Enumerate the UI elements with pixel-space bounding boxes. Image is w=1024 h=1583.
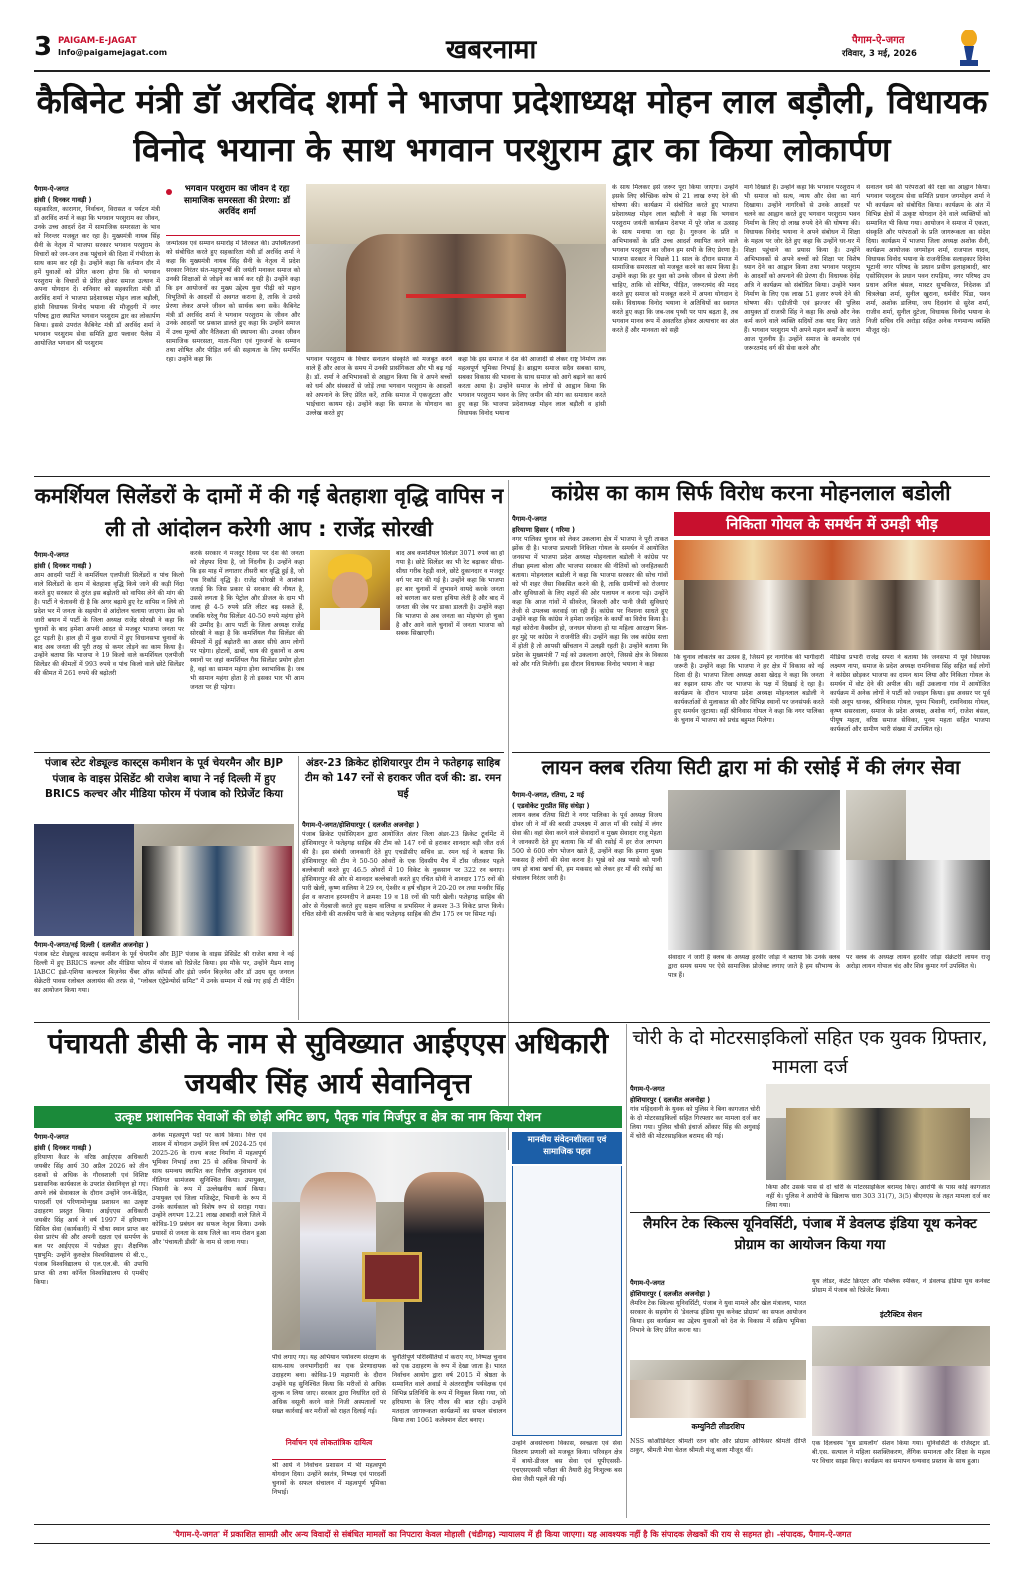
story8-headline: चोरी के दो मोटरसाइकिलों सहित एक युवक ग्रिफ्तार, मामला दर्ज	[632, 1027, 988, 1078]
story4-body-block	[34, 940, 294, 1020]
story9-photo-2	[812, 1326, 990, 1436]
story9-photo-1	[630, 1360, 806, 1418]
story9-dateline: पैगाम-ऐ-जगत	[630, 1279, 665, 1287]
story5-body-block	[302, 820, 504, 1020]
story6-text-1: लायन क्लब रतिया सिटी ने नगर पालिका के पूर्व अध्यक्ष विजय ग्रोवर जी ने माँ की बरसी उपलक्ष्य में आज माँ की रसोई में लंगर सेवा की। वहां सेवा करने वाले सेवादारों व मुख्य सेवादार राजू मेहता ने जानकारी देते हुए बताया कि माँ की रसोई में हर रोज लगभग 500 से 600 लोग भोजन खाते हैं, उन्होंने कहा कि हमारा मुख्य मकसद है लोगों की सेवा करना है। भूखे को अन्न प्यासे को पानी जय हो बाबा खर्चा की, हम मकसद को लेकर हर माँ की रसोई का संचालन निरंतर जारी है।	[512, 812, 662, 882]
story9-subhead-2-box	[812, 1310, 990, 1324]
story1-text-7: सनातन धर्म की परंपराओं की रक्षा का आह्वान किया। भगवान परशुराम सेवा समिति प्रधान जगमोहन शर्मा ने भी कार्यक्रम को संबोधित किया। कार्यक्रम के अंत में विभिन्न क्षेत्रों में उत्कृष्ट योगदान देने वाले व्यक्तियों को सम्मानित भी किया गया। आयोजन ने समाज में एकता, संस्कृति और परंपराओं के प्रति जागरूकता का संदेश दिया। कार्यक्रम में भाजपा जिला अध्यक्ष अशोक सैनी, कार्यक्रम आयोजक जगमोहन शर्मा, राजपाल यादव, विधायक विनोद भयाना के राजनीतिक सलाहकार दिनेश भूटानी नगर परिषद के प्रधान प्रवीण इलाहाबादी, बार एसोसिएशन के प्रधान पवन रापड़िया, नगर परिषद उप प्रधान अनिल बंसल, मास्टर सुभकिरत, निदेशक डॉ चित्रलेखा शर्मा, सुनील खुराना, धर्मवीर पिंडा, पवन शर्मा, अशोक डालिया, जय दिदवांग से सुरेश शर्मा, राजीव शर्मा, सुनील दुटेजा, विधायक विनोद भयाना के निजी सचिव रवि अरोड़ा सहित अनेक गणमान्य व्यक्ति मौजूद रहे।	[866, 184, 990, 334]
story8-place: होशियारपुर ( दलजीत अजनोहा )	[630, 1096, 711, 1104]
story7-subhead: निर्वाचन एवं लोकतांत्रिक दायित्व	[285, 1438, 373, 1447]
story9-text-1b: NSS कोऑर्डिनेटर श्रीमती रतन कौर और प्रोग्राम ऑफिसर श्रीमती दीप्ति ठाकुर, श्रीमती मेघा चेतल श्रीमती मंजू बाला मौजूद थीं।	[630, 1438, 806, 1454]
header-rule	[34, 70, 990, 72]
story7-headline: पंचायती डीसी के नाम से सुविख्यात आईएएस अधिकारी जयबीर सिंह आर्य सेवानिवृत्त	[47, 1027, 609, 1100]
story9-subhead-1-box	[630, 1422, 806, 1436]
story3-subheadline: निकिता गोयल के समर्थन में उमड़ी भीड़	[674, 512, 990, 536]
story2-text-3: बाद अब कमर्शियल सिलेंडर 3071 रुपये का हो गया है। छोटे सिलेंडर का भी रेट बढ़ाकर सीधा-सीधा गरीब रेहड़ी वाले, छोटे दुकानदार व मजदूर वर्ग पर मार की गई है। उन्होंने कहा कि भाजपा हर बार चुनावों में लुभावने वायदे करके जनता को बरगला कर सत्ता हथिया लेती है और बाद में जनता की जेब पर डाका डालती है। उन्होंने कहा कि भाजपा से अब जनता का मोहभंग हो चुका है और आने वाले चुनावों में जनता भाजपा को सबक सिखाएगी।	[396, 550, 504, 638]
story7-col1	[34, 1132, 148, 1518]
story6-text-2: सेवादार ने जारी है क्लब के अध्यक्ष हरवीर जोड़ा ने बताया कि उनके क्लब द्वारा समय समय पर ऐसे सामाजिक प्रोजेक्ट लगाए जाते है हम सौभाग्य के पात्र हैं।	[668, 954, 840, 979]
masthead-name: पैगाम-ऐ-जगत	[852, 35, 905, 46]
story1-text-4: कहा कि इस समाज ने देश की आजादी से लेकर राष्ट्र निर्माण तक महत्वपूर्ण भूमिका निभाई है। ब्राह्मण समाज सदैव सबका साथ, सबका विकास की भावना के साथ समाज को आगे बढ़ाने का कार्य करता आया है। उन्होंने समाज के लोगों से आह्वान किया कि भगवान परशुराम भवन के लिए जमीन की मांग का समाधान करते हुए कहा कि भाजपा प्रदेशाध्यक्ष मोहन लाल बड़ौली व हांसी विधायक विनोद भयाना	[458, 356, 606, 417]
story9-subhead-1: कम्युनिटी लीडरशिप	[691, 1422, 745, 1431]
story6-col1	[512, 790, 662, 1018]
story2-text-2: करके सरकार ने मजदूर दिवस पर देश की जनता को तोहफा दिया है, जो निंदनीय है। उन्होंने कहा कि इस माह में लगातार तीसरी बार वृद्धि हुई है, जो एक रिकॉर्ड वृद्धि है। राजेंद्र सोरखी ने आशंका जताई कि जिस प्रकार से सरकार की नीयत है, उससे लगता है कि पेट्रोल और डीजल के दाम भी जल्द ही 4-5 रुपये प्रति लीटर बढ़ सकते हैं, जबकि घरेलू गैस सिलेंडर 40-50 रुपये महंगा होने की उम्मीद है। आप पार्टी के जिला अध्यक्ष राजेंद्र सोरखी ने कहा है कि कमर्शियल गैस सिलेंडर की कीमतों में हुई बढ़ोतरी का असर सीधे आम लोगों पर पड़ेगा। होटलों, ढाबों, चाय की दुकानों व अन्य स्थानों पर जहां कमर्शियल गैस सिलेंडर प्रयोग होता है, वहां का सामान महंगा होना स्वाभाविक है। जब भी सामान महंगा होता है तो इसका भार भी आम जनता पर ही पड़ेगा।	[190, 550, 304, 692]
story6-text-3: पर क्लब के अध्यक्ष लायन हरवीर जोड़ा सेक्रेटरी लायन राजू अरोड़ा लायन गोपाल चंद और शिव कुमार गर्ग उपस्थित थे।	[846, 954, 990, 970]
story9-place: होशियारपुर ( दलजीत अजनोहा )	[630, 1290, 711, 1298]
column-divider-3	[626, 1024, 627, 1518]
story7-text-4: चुनौतीपूर्ण परिस्थितियों में कराए गए, निष्पक्ष चुनाव को एक उदाहरण के रूप में देखा जाता है। भारत निर्वाचन आयोग द्वारा वर्ष 2015 में श्रेष्ठता के सम्मानित वाले अवार्ड मे अंतरराष्ट्रीय पर्यवेक्षक एवं विभिन्न प्रतिनिधि के रूप में नियुक्त किया गया, जो हरियाणा के लिए गौरव की बात रही। उन्होंने मतदाता जागरूकता कार्यक्रमों का सफल संचालन किया तथा 1061 कलेक्शन सेंटर बनाए।	[392, 1354, 506, 1424]
story7-dateline: पैगाम-ऐ-जगत	[34, 1133, 69, 1141]
story1-text-1: सहकारिता, कारागार, निर्वाचन, विरासत व पर्यटन मंत्री डॉ अरविंद शर्मा ने कहा कि भगवान परशुराम का जीवन, उनके उच्च आदर्श देश में सामाजिक समरसता के भाव को निरन्तर मजबूत कर रहा है। मुख्यमंत्री नायब सिंह सैनी के नेतृत्व में भाजपा सरकार भगवान परशुराम के विचारों को जन-जन तक पहुंचाने की दिशा में गंभीरता के साथ काम कर रही है। उन्होंने कहा कि वर्तमान दौर में हमें युवाओं को प्रेरित करना होगा कि वो भगवान परशुराम के विचारों से प्रेरित होकर समाज उत्थान में अपना योगदान दें। शनिवार को सहकारिता मंत्री डॉ अरविंद शर्मा ने भाजपा प्रदेशाध्यक्ष मोहन लाल बड़ौली, हांसी विधायक विनोद भयाना की मौजूदगी में नगर परिषद द्वारा स्थापित भगवान परशुराम द्वार का लोकार्पण किया। इससे उपरांत कैबिनेट मंत्री डॉ अरविंद शर्मा ने भगवान परशुराम सेवा समिति द्वारा फ्लावर पैलेस में आयोजित भगवान श्री परशुराम	[34, 206, 160, 348]
issue-date: रविवार, 3 मई, 2026	[842, 49, 917, 59]
section-title: खबरनामा	[446, 35, 537, 65]
story7-photo	[272, 1132, 506, 1350]
story6-photo-left	[668, 790, 840, 950]
story7-text-3: पौधे लगाए गए। यह अभियान पर्यावरण संरक्षण के साथ-साथ जनभागीदारी का एक प्रेरणादायक उदाहरण बना। कोविड-19 महामारी के दौरान उन्होंने यह सुनिश्चित किया कि मरीजों से अधिक शुल्क न लिया जाए। सरकार द्वारा निर्धारित दरों से अधिक वसूली करने वाले निजी अस्पतालों पर सख्त कार्रवाई कर मरीजों को राहत दिलाई गई।	[272, 1354, 386, 1415]
story3-text-1: नगर पालिका चुनाव को लेकर उकलाना क्षेत्र में भाजपा ने पूरी ताकत झोंक दी है। भाजपा प्रत्याशी निकिता गोयल के समर्थन में आयोजित जनसभा में भाजपा प्रदेश अध्यक्ष मोहनलाल बडोली ने कांग्रेस पर तीखा हमला बोला और भाजपा सरकार की नीतियों को जनहितकारी बताया। मोहनलाल बडोली ने कहा कि भाजपा सरकार की सोच गांवों को भी शहर जैसा विकसित करने की है, ताकि ग्रामीणों को रोजगार और सुविधाओं के लिए शहरों की ओर पलायन न करना पड़े। उन्होंने कहा कि आज गांवों में सीवरेज, बिजली और पानी जैसी सुविधाएं तेजी से उपलब्ध करवाई जा रही हैं। कांग्रेस पर निशाना साधते हुए उन्होंने कहा कि कांग्रेस ने हमेशा जनहित के कार्यों का विरोध किया है। यहां कोरोना वैक्सीन हो, जनधन योजना हो या महिला आरक्षण बिल-हर मुद्दे पर कांग्रेस ने राजनीति की। उन्होंने कहा कि जब कांग्रेस सत्ता में होती है तो आपसी खींचतान में उलझी रहती है। उन्होंने बताया कि प्रदेश के मुख्यमंत्री 7 मई को उकलाना आएंगे, जिससे क्षेत्र के विकास को और गति मिलेगी। इस दौरान विधायक विनोद भयाना ने कहा	[512, 536, 668, 669]
torch-logo-icon	[952, 30, 986, 68]
story8-rule	[630, 1212, 990, 1213]
story9-text-2b: एक दिलचस्प 'यूथ डायलॉग' सेशन किया गया। यूनिवर्सिटी के रजिस्ट्रार डॉ. बी.एस. सत्याल ने महिला सशक्तिकरण, लैंगिक समानता और शिक्षा के महत्व पर विचार साझा किए। कार्यक्रम का समापन धन्यवाद प्रस्ताव के साथ हुआ।	[812, 1440, 990, 1465]
story1-dateline: पैगाम-ऐ-जगत	[34, 185, 69, 193]
story7-subhead-box	[272, 1438, 386, 1460]
story1-text-2: जन्मोत्सव एवं सम्मान समारोह में शिरकत की। उपस्थितजनों को संबोधित करते हुए सहकारिता मंत्री डॉ अरविंद शर्मा ने कहा कि मुख्यमंत्री नायब सिंह सैनी के नेतृत्व में प्रदेश सरकार निरंतर संत-महापुरुषों की जयंती मनाकर समाज को उनकी शिक्षाओं से जोड़ने का कार्य कर रही है। उन्होंने कहा कि इन आयोजनों का मुख्य उद्देश्य युवा पीढ़ी को महान विभूतियों के आदर्शों से अवगत कराना है, ताकि वे उनसे प्रेरणा लेकर अपने जीवन को सार्थक बना सकें। कैबिनेट मंत्री डॉ अरविंद शर्मा ने भगवान परशुराम के जीवन और उनके आदर्शों पर प्रकाश डालते हुए कहा कि उन्होंने समाज में उच्च मूल्यों और नैतिकता की स्थापना की। उनका जीवन सामाजिक समरसता, माता-पिता एवं गुरुजनों के सम्मान तथा शोषित और पीड़ित वर्ग की सहायता के लिए समर्पित रहा। उन्होंने कहा कि	[166, 240, 300, 364]
footer-bar	[34, 1524, 990, 1544]
page-header	[34, 30, 990, 70]
story2-col1	[34, 550, 184, 750]
story1-headline: कैबिनेट मंत्री डॉ अरविंद शर्मा ने भाजपा प्रदेशाध्यक्ष मोहन लाल बड़ौली, विधायक विनोद भयाना के साथ भगवान परशुराम द्वार का किया लोकार्पण	[36, 82, 988, 169]
story3-rule	[512, 752, 990, 753]
story5-text: पंजाब क्रिकेट एसोसिएशन द्वारा आयोजित अंतर जिला अंडर-23 क्रिकेट टूर्नामेंट में होशियारपुर ने फतेहगढ़ साहिब की टीम को 147 रनों से हराकर शानदार बड़ी जीत दर्ज की है। इस संबंधी जानकारी देते हुए एचडीसीए सचिव डा. रमन घई ने बताया कि होशियारपुर की टीम ने 50-50 ओवरों के एक दिवसीय मैच में टॉस जीतकर पहले बल्लेबाजी करते हुए 46.5 ओवरों में 10 विकेट के नुकसान पर 322 रन बनाए। होशियारपुर की ओर से शानदार बल्लेबाजी करते हुए रचित सोनी ने शानदार 175 रनों की पारी खेली, कृष्ण वालिया ने 29 रन, ऐश्वीर व हर्ष चौहान ने 20-20 रन तथा मनवीर सिंह ईश व कप्तान हरमनदीप ने क्रमशः 19 व 18 रनों की पारी खेली। फतेहगढ़ साहिब की ओर से गेंदबाजी करते हुए सक्षम वालिया व प्रभसिमर ने क्रमशः 3-3 विकेट प्राप्त किये। रचित सोनी की शतकीय पारी के बाद फतेहगढ़ साहिब की टीम 175 रन पर सिमट गई।	[302, 831, 504, 919]
brand-name: PAIGAM-E-JAGAT	[58, 36, 137, 46]
story3-col1	[512, 514, 668, 750]
highlight-bullet-icon	[166, 189, 172, 195]
story7-banner: उत्कृष्ट प्रशासनिक सेवाओं की छोड़ी अमिट छाप, पैतृक गांव मिर्जपुर व क्षेत्र का नाम किया रोशन	[34, 1106, 622, 1128]
footer-disclaimer: 'पैगाम-ऐ-जगत' में प्रकाशित सामग्री और अन्य विवादों से संबंधित मामलों का निपटारा केवल मोहाली (चंडीगढ़) न्यायालय में ही किया जाएगा। यह आवश्यक नहीं है कि संपादक लेखकों की राय से सहमत हो। -संपादक, पैगाम-ऐ-जगत	[172, 1529, 852, 1539]
story3-place: हरियाणा हिसार ( गरिमा )	[512, 526, 575, 534]
page-number: 3	[34, 32, 53, 62]
story8-text: गांव महिदवानी के युवक को पुलिस ने बिना कागजात चोरी के दो मोटरसाइकिलों सहित गिरफ्तार कर मामला दर्ज कर लिया गया। पुलिस चौकी इंचार्ज ओंकार सिंह की अगुवाई में चोरी की मोटरसाइकिल बरामद की गई।	[630, 1106, 760, 1140]
story7-side-box	[512, 1166, 622, 1436]
story2-text-1: आम आदमी पार्टी ने कमर्शियल एलपीजी सिलेंडरों व पांच किलो वाले सिलेंडरों के दाम में बेतहाशा वृद्धि किये जाने की कड़ी निंदा करते हुए सरकार से तुरंत इस बढ़ोतरी को वापिस लेने की मांग की है। पार्टी ने चेतावनी दी है कि अगर बढ़ाये हुए रेट वापिस न लिये तो प्रदेश भर में जनता के सहयोग से आंदोलन चलाया जाएगा। प्रेस को जारी बयान में पार्टी के जिला अध्यक्ष राजेंद्र सोरखी ने कहा कि चुनावों के बाद हमेशा अपनी आदत से मजबूर भाजपा जनता पर टूट पड़ती है। हाल ही में कुछ राज्यों में हुए विधानसभा चुनावों के बाद अब जनता की पूरी तरह से कमर तोड़ने का काम किया है। उन्होंने बताया कि भाजपा ने 19 किलो वाले कमर्शियल एलपीजी सिलेंडर की कीमतों में 993 रुपये व पांच किलो वाले छोटे सिलेंडर की कीमत में 261 रुपये की बढ़ोतरी	[34, 572, 184, 678]
story4-photo	[34, 824, 294, 936]
story1-highlight-box	[166, 184, 300, 236]
story3-text-2: कि चुनाव लोकतंत्र का उत्सव है, जिसमें हर नागरिक की भागीदारी जरूरी है। उन्होंने कहा कि भाजपा ने हर क्षेत्र में विकास को नई दिशा दी है। भाजपा जिला अध्यक्ष आशा खेदड़ ने कहा कि जनता का रुझान साफ तौर पर भाजपा के पक्ष में दिखाई दे रहा है। कार्यक्रम के दौरान भाजपा प्रदेश अध्यक्ष मोहनलाल बडोली ने कार्यकर्ताओं से मुलाकात की और विभिन्न स्थानों पर जनसंपर्क करते हुए समर्थन जुटाया। वहीं श्रीनिवास गोयल ने कहा कि नगर पालिका के चुनाव में भाजपा को प्रचंड बहुमत मिलेगा।	[674, 654, 824, 724]
story3-headline: कांग्रेस का काम सिर्फ विरोध करना मोहनलाल बडोली	[551, 481, 951, 505]
story8-dateline: पैगाम-ऐ-जगत	[630, 1085, 665, 1093]
story9-subhead-2: इंटरैक्टिव सेशन	[880, 1310, 922, 1319]
story3-text-3: मीडिया प्रभारी राजेंद्र सपरा ने बताया कि जनसभा में पूर्व विधायक लक्ष्मण नापा, समाज के प्रदेश अध्यक्ष रामनिवास सिंह सहित कई लोगों ने कांग्रेस छोड़कर भाजपा का दामन थाम लिया और निकिता गोयल के समर्थन में वोट देने की अपील की। वहीं उकलाना गांव में आयोजित कार्यक्रम में अनेक लोगों ने पार्टी को ज्वाइन किया। इस अवसर पर पूर्व मंत्री अनूप धानक, श्रीनिवास गोयल, पूनम भिवानी, रामनिवास गोयल, कृष्ण ससरवाला, समाज के प्रदेश अध्यक्ष, अशोक गर्ग, राजेश बंसल, पीयूष महता, वरिष्ठ समाज सेविका, पूनम महता सहित भाजपा कार्यकर्ता और ग्रामीण भारी संख्या में उपस्थित रहे।	[830, 654, 990, 733]
story6-headline: लायन क्लब रतिया सिटी द्वारा मां की रसोई में की लंगर सेवा	[541, 756, 961, 779]
story2-place: हांसी ( दिनकर गावड़ी )	[34, 562, 92, 570]
story3-photo	[674, 540, 990, 650]
story4-dateline: पैगाम-ऐ-जगत/नई दिल्ली ( दलजीत अजनोहा )	[34, 941, 149, 949]
story7-text-5: उन्होंने अवसंरचना विकास, स्वच्छता एवं सेवा वितरण प्रणाली को मजबूत किया। परिवहन क्षेत्र में बायो-डीजल बस सेवा एवं यूपीएससी-एचएसएससी परीक्षा की तैयारी हेतु निःशुल्क बस सेवा जैसी पहलें की गईं।	[512, 1440, 622, 1483]
story2-dateline: पैगाम-ऐ-जगत	[34, 551, 69, 559]
story2-rule	[34, 752, 504, 753]
story1-rule	[34, 476, 990, 477]
story2-headline: कमर्शियल सिलेंडरों के दामों में की गई बेतहाशा वृद्धि वापिस न ली तो आंदोलन करेगी आप : राजेंद्र सोरखी	[34, 484, 504, 541]
story9-headline: लैमरिन टेक स्किल्स यूनिवर्सिटी, पंजाब में डेवलप्ड इंडिया यूथ कनेक्ट प्रोग्राम का आयोजन किया गया	[643, 1216, 977, 1254]
story1-highlight-title: भगवान परशुराम का जीवन दे रहा सामाजिक समरसता की प्रेरणा: डॉ अरविंद शर्मा	[184, 184, 290, 218]
story1-text-6: मार्ग दिखाते हैं। उन्होंने कहा कि भगवान परशुराम ने भी समाज को सत्य, न्याय और सेवा का मार्ग दिखाया। उन्होंने नागरिकों से उनके आदर्शों पर चलने का आह्वान करते हुए भगवान परशुराम भवन निर्माण के लिए दो लाख रुपये देने की घोषणा की। विधायक विनोद भयाना ने अपने संबोधन में शिक्षा के महत्व पर जोर देते हुए कहा कि उन्होंने घर-घर में शिक्षा पहुंचाने का प्रयास किया है। उन्होंने अभिभावकों से अपने बच्चों को शिक्षा पर विशेष ध्यान देने का आह्वान किया तथा भगवान परशुराम के आदर्शों को अपनाने की प्रेरणा दी। विधायक देवेंद्र अत्रि ने कार्यक्रम को संबोधित किया। उन्होंने भवन निर्माण के लिए एक लाख 51 हजार रुपये देने की घोषणा की। एडीजीपी एवं झज्जर की पुलिस आयुक्त डॉ राजश्री सिंह ने कहा कि अच्छे और नेक कर्म करने वाले व्यक्ति सदियों तक याद किए जाते हैं। भगवान परशुराम भी अपने महान कर्मों के कारण आज पूजनीय हैं। उन्होंने समाज के कमजोर एवं जरूरतमंद वर्ग की सेवा करने और	[744, 184, 860, 352]
story7-text-3b: श्री आर्य ने निर्वाचन प्रशासन में भी महत्वपूर्ण योगदान दिया। उन्होंने स्वतंत्र, निष्पक्ष एवं पारदर्शी चुनावों के सफल संचालन में महत्वपूर्ण भूमिका निभाई।	[272, 1462, 386, 1496]
story7-text-2: अनेक महत्वपूर्ण पदों पर कार्य किया। वित्त एवं शासन में योगदान उन्होंने वित्त वर्ष 2024-25 एवं 2025-26 के राज्य बजट निर्माण में महत्वपूर्ण भूमिका निभाई तथा 25 से अधिक विभागों के साथ समन्वय स्थापित कर वित्तीय अनुशासन एवं नीतिगत सामंजस्य सुनिश्चित किया। उपायुक्त, भिवानी के रूप में उल्लेखनीय कार्य किया। उपायुक्त एवं जिला मजिस्ट्रेट, भिवानी के रूप में उनके कार्यकाल को विशेष रूप से सराहा गया। उन्होंने लगभग 12.21 लाख आबादी वाले जिले में कोविड-19 प्रबंधन का सफल नेतृत्व किया। उनके प्रयासों से जनता के साथ जिले का नाम रोशन हुआ और 'पंचायती डीसी' के नाम से जाना गया।	[152, 1132, 266, 1247]
story7-place: हांसी ( दिनकर गावड़ी )	[34, 1144, 92, 1152]
story1-col1	[34, 184, 160, 472]
story8-col1	[630, 1084, 760, 1210]
story1-text-5: के साथ मिलकर इसे जरूर पूरा किया जाएगा। उन्होंने इसके लिए स्वैच्छिक कोष से 21 लाख रुपए देने की घोषणा की। कार्यक्रम में संबोधित करते हुए भाजपा प्रदेशाध्यक्ष मोहन लाल बड़ौली ने कहा कि भगवान परशुराम जयंती कार्यक्रम देशभर में पूरे जोश व उत्साह के साथ मनाया जा रहा है। गुरुजन के प्रति व अभिभावकों के प्रति उच्च आदर्श स्थापित करने वाले भगवान परशुराम का जीवन हम सभी के लिए प्रेरणा है। भाजपा सरकार ने पिछले 11 साल के दौरान समाज में सामाजिक समरसता को मजबूत करने का काम किया है। उन्होंने कहा कि हर युवा को उनके जीवन से प्रेरणा लेनी चाहिए, ताकि वो शोषित, पीड़ित, जरूरतमंद की मदद करते हुए समाज को मजबूत करने में अपना योगदान दे सकें। विधायक विनोद भयाना ने अतिथियों का स्वागत करते हुए कहा कि जब-जब पृथ्वी पर पाप बढ़ता है, तब भगवान मानव रूप में अवतरित होकर अत्याचार का अंत करते हैं और मानवता को सही	[612, 184, 738, 334]
story6-dateline: पैगाम-ऐ-जगत, रतिया, 2 मई	[512, 791, 584, 799]
story5-dateline: पैगाम-ऐ-जगत/होशियारपुर ( दलजीत अजनोहा )	[302, 821, 420, 829]
story8-photo	[766, 1084, 990, 1180]
story4-text: पंजाब स्टेट शेड्यूल्ड कास्ट्स कमीशन के पूर्व चेयरमैन और BJP पंजाब के वाइस प्रेसिडेंट श्री राजेश बाघा ने नई दिल्ली में हुए BRICS कल्चर और मीडिया फोरम में पंजाब को रिप्रेजेंट किया। इस मौके पर, उन्होंने मैडम शालू IABCC इंडो-एशिया कल्चरल बिज़नेस चैंबर ऑफ़ कॉमर्स और इंडो जर्मन बिज़नेस और डॉ उदय सूद जनरल सेक्रेटरी पावस रलोबल अलायंस की तरफ़ से, "ग्लोबल एंट्रेप्रेन्योर्स समिट" में उनके सम्मान में रखे गए हाई टी मीटिंग का आयोजन किया गया।	[34, 951, 294, 994]
mid-rule	[34, 1022, 990, 1023]
story5-headline: अंडर-23 क्रिकेट होशियारपुर टीम ने फतेहगढ़ साहिब टीम को 147 रनों से हराकर जीत दर्ज की: डा. रमन घई	[305, 758, 501, 800]
column-divider-2	[298, 756, 299, 1020]
story3-dateline: पैगाम-ऐ-जगत	[512, 515, 547, 523]
story6-place: ( एडवोकेट गुरप्रीत सिंह संधेड़ा )	[512, 802, 590, 810]
story7-side-box-title: मानवीय संवेदनशीलता एवं सामाजिक पहल	[512, 1132, 622, 1164]
story2-portrait	[310, 550, 390, 630]
story9-text-1: लैमरिन टेक स्किल्स यूनिवर्सिटी, पंजाब ने युवा मामले और खेल मंत्रालय, भारत सरकार के सहयोग से 'डेवलप्ड इंडिया यूथ कनेक्ट प्रोग्राम' का सफल आयोजन किया। इस कार्यक्रम का उद्देश्य युवाओं को देश के विकास में सक्रिय भूमिका निभाने के लिए प्रेरित करना था।	[630, 1300, 806, 1334]
story1-place: हांसी ( दिनकर गावड़ी )	[34, 196, 92, 204]
story7-text-1: हरियाणा कैडर के वरिष्ठ आईएएस अधिकारी जयबीर सिंह आर्य 30 अप्रैल 2026 को तीन दशकों से अधिक के गौरवशाली एवं विशिष्ट प्रशासनिक कार्यकाल के उपरांत सेवानिवृत्त हो गए। अपने लंबे सेवाकाल के दौरान उन्होंने जन-केंद्रित, पारदर्शी एवं परिणामोन्मुख प्रशासन का उत्कृष्ट उदाहरण प्रस्तुत किया। आईएएस अधिकारी जयबीर सिंह आर्य ने वर्ष 1997 में हरियाणा सिविल सेवा (कार्यकारी) में चौथा स्थान प्राप्त कर सेवा प्रारंभ की और अपनी दक्षता एवं समर्पण के बल पर आईएएस में पदोन्नत हुए। शैक्षणिक पृष्ठभूमि: उन्होंने कुरुक्षेत्र विश्वविद्यालय से बी.ए., पंजाब विश्वविद्यालय से एल.एल.बी. की उपाधि प्राप्त की तथा कॉर्नेल विश्वविद्यालय से एमबीए किया।	[34, 1154, 148, 1287]
story1-text-3: भगवान परशुराम के विचार सनातन संस्कृति को मजबूत करने वाले हैं और आज के समय में उनकी प्रासंगिकता और भी बढ़ गई है। डॉ. शर्मा ने अभिभावकों से आह्वान किया कि वे अपने बच्चों को धर्म और संस्कारों से जोड़ें तथा भगवान परशुराम के आदर्शों को अपनाने के लिए प्रेरित करें, ताकि समाज में एकजुटता और भाईचारा कायम रहे। उन्होंने कहा कि समाज के योगदान का उल्लेख करते हुए	[306, 356, 452, 417]
brand-email[interactable]: Info@paigamejagat.com	[58, 48, 168, 57]
story6-photo-right	[846, 790, 990, 950]
story4-headline: पंजाब स्टेट शेड्यूल्ड कास्ट्स कमीशन के पूर्व चेयरमैन और BJP पंजाब के वाइस प्रेसिडेंट श्री राजेश बाघा ने नई दिल्ली में हुए BRICS कल्चर और मीडिया फोरम में पंजाब को रिप्रेजेंट किया	[45, 757, 283, 801]
story1-photo	[306, 184, 606, 352]
story9-text-2: यूथ लीडर, कंटेंट क्रिएटर और पब्लिक स्पीकर, ने डेवलप्ड इंडिया यूथ कनेक्ट प्रोग्राम में पंजाब को रिप्रेजेंट किया।	[812, 1278, 990, 1294]
story8-caption: किया और उसके पास से दो चोरी के मोटरसाइकिल बरामद किए। आरोपी के पास कोई कागजात नहीं थे। पुलिस ने आरोपी के खिलाफ धारा 303 31(7), 3(5) बीएनएस के तहत मामला दर्ज कर लिया गया।	[766, 1184, 990, 1209]
